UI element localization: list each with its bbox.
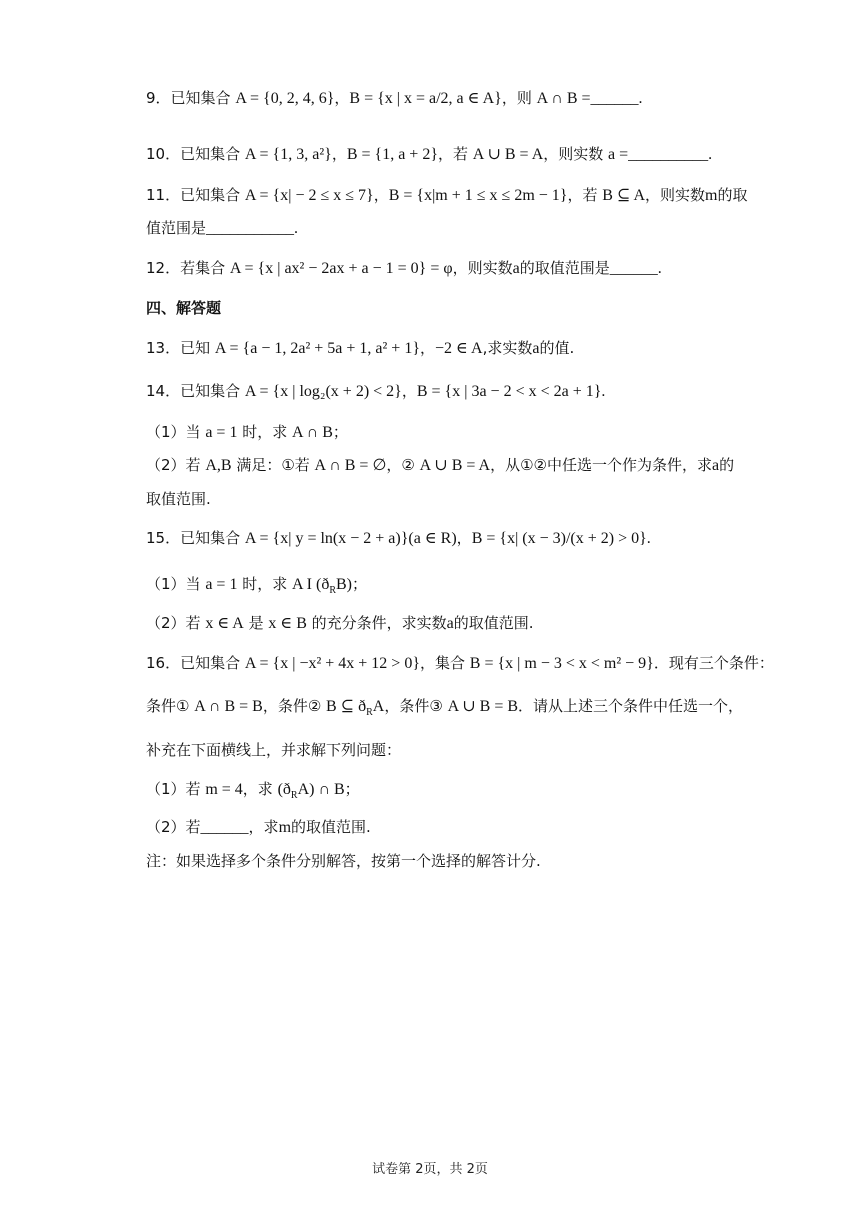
q12-prefix: 12．若集合 — [146, 259, 230, 277]
q16-p2-blank[interactable]: ______ — [200, 819, 249, 836]
q15-set-b: B = {x| (x − 3)/(x + 2) > 0} — [471, 530, 647, 547]
q15-p2-cond-a: x ∈ A — [205, 615, 244, 632]
q16-cond2: B ⊆ ð — [326, 698, 367, 715]
q10-set-a: A = {1, 3, a²} — [244, 146, 332, 163]
q15-sep1: ， — [456, 529, 472, 547]
q13-membership: −2 ∈ A — [435, 340, 483, 357]
q12-var: a — [512, 260, 520, 277]
q13-tail: ,求实数 — [482, 339, 533, 357]
q11-tail: 的取 — [717, 186, 748, 204]
q14-p2-tail: ，从①②中任选一个作为条件，求 — [490, 456, 712, 474]
q13-var: a — [532, 340, 540, 357]
q13-prefix: 13．已知 — [146, 339, 215, 357]
q14-p2-sets: A,B — [205, 457, 232, 474]
q16-p1-prefix: （1）若 — [146, 780, 206, 798]
q16-p2-end: 的取值范围. — [291, 818, 371, 836]
q9-end: . — [638, 90, 643, 107]
q10-union: A ∪ B = A — [472, 146, 544, 163]
q16-p1-sub: R — [290, 790, 298, 801]
q16-p1-end: ； — [344, 780, 360, 798]
q16-cond-tail: ．请从上述三个条件中任选一个， — [518, 697, 744, 715]
q11-sep1: ， — [373, 186, 389, 204]
q11-answer-blank[interactable]: ___________ — [206, 220, 295, 237]
q12-end: . — [657, 260, 662, 277]
question-14-part2-line2 — [146, 490, 720, 508]
question-15 — [146, 529, 720, 548]
q14-p2-line2: 取值范围. — [146, 490, 211, 508]
q9-intersection: A ∩ B = — [536, 90, 591, 107]
q16-p2-mid: ，求 — [248, 818, 279, 836]
q15-p2-cond-b: x ∈ B — [268, 615, 307, 632]
q14-end: . — [601, 383, 606, 400]
question-10 — [146, 145, 720, 164]
question-16-conditions — [146, 697, 744, 719]
q14-p2-prefix: （2）若 — [146, 456, 206, 474]
q11-end: . — [294, 220, 299, 237]
q11-sep2: ，若 — [567, 186, 603, 204]
q14-p1-prefix: （1）当 — [146, 423, 206, 441]
q14-set-a: A = {x | log₂(x + 2) < 2} — [244, 383, 402, 400]
q12-set-a: A = {x | ax² − 2ax + a − 1 = 0} = φ — [229, 260, 453, 277]
q16-set-a: A = {x | −x² + 4x + 12 > 0} — [244, 655, 421, 672]
q9-set-a: A = {0, 2, 4, 6} — [235, 90, 335, 107]
question-11 — [146, 186, 748, 205]
q10-sep1: ， — [331, 145, 347, 163]
q10-sep3: ，则实数 — [543, 145, 609, 163]
q14-set-b: B = {x | 3a − 2 < x < 2a + 1} — [416, 383, 602, 400]
q16-cond3-label: ，条件③ — [384, 697, 448, 715]
q13-end: 的值. — [539, 339, 575, 357]
q10-answer-blank[interactable]: __________ — [628, 146, 709, 163]
q16-p1-target: (ð — [277, 781, 291, 798]
q14-prefix: 14．已知集合 — [146, 382, 245, 400]
q15-p2-prefix: （2）若 — [146, 614, 206, 632]
q14-p2-var: a — [711, 457, 720, 474]
q11-prefix: 11．已知集合 — [146, 186, 245, 204]
q15-p2-mid: 是 — [243, 614, 269, 632]
q16-prefix: 16．已知集合 — [146, 654, 245, 672]
q10-sep2: ，若 — [438, 145, 473, 163]
q14-sep1: ， — [401, 382, 417, 400]
question-14 — [146, 382, 720, 401]
q9-sep2: ，则 — [501, 89, 537, 107]
q12-answer-blank[interactable]: ______ — [609, 260, 658, 277]
question-15-part2 — [146, 614, 720, 633]
question-9 — [146, 89, 720, 108]
q16-cond1: A ∩ B = B — [194, 698, 263, 715]
q15-p1-target-end: B) — [335, 576, 352, 593]
question-15-part1 — [146, 575, 720, 597]
q15-p1-mid: 时，求 — [237, 575, 292, 593]
q14-p2-tail2: 的 — [719, 456, 735, 474]
q9-sep1: ， — [334, 89, 350, 107]
q16-note: 注：如果选择多个条件分别解答，按第一个选择的解答计分. — [146, 852, 541, 870]
q15-p2-tail: 的充分条件，求实数 — [306, 614, 447, 632]
question-14-part1 — [146, 423, 720, 442]
q15-p1-condition: a = 1 — [205, 576, 238, 593]
q13-set-a: A = {a − 1, 2a² + 5a + 1, a² + 1} — [214, 340, 421, 357]
q15-end: . — [646, 530, 651, 547]
q14-p2-mid2: ，② — [386, 456, 420, 474]
q14-p1-condition: a = 1 — [205, 424, 238, 441]
section-heading: 四、解答题 — [146, 299, 222, 317]
q11-subset: B ⊆ A — [602, 187, 646, 204]
q14-p2-cond1: A ∩ B = ∅ — [314, 457, 387, 474]
q16-cond2-end: A — [372, 698, 385, 715]
q11-set-a: A = {x| − 2 ≤ x ≤ 7} — [244, 187, 374, 204]
q16-tail: ．现有三个条件： — [653, 654, 774, 672]
q10-set-b: B = {1, a + 2} — [346, 146, 439, 163]
q14-p2-mid: 满足：①若 — [231, 456, 315, 474]
q11-sep3: ，则实数 — [645, 186, 706, 204]
q16-p1-condition: m = 4 — [205, 781, 243, 798]
q15-p1-target: A I (ð — [291, 576, 330, 593]
q16-cond2-label: ，条件② — [262, 697, 327, 715]
q10-prefix: 10．已知集合 — [146, 145, 245, 163]
q10-end: . — [708, 146, 713, 163]
question-16-note — [146, 852, 720, 870]
q16-p2-var: m — [278, 819, 292, 836]
q9-set-b: B = {x | x = a/2, a ∈ A} — [349, 90, 502, 107]
question-16-part1 — [146, 780, 720, 802]
q13-sep1: ， — [420, 339, 436, 357]
q11-var: m — [705, 187, 718, 204]
page-footer: 试卷第 2页，共 2页 — [372, 1162, 488, 1177]
q9-answer-blank[interactable]: ______ — [590, 90, 639, 107]
question-13 — [146, 339, 720, 358]
q11-set-b: B = {x|m + 1 ≤ x ≤ 2m − 1} — [388, 187, 568, 204]
q15-p1-prefix: （1）当 — [146, 575, 206, 593]
q16-sep1: ，集合 — [420, 654, 470, 672]
q16-cond2-sub: R — [366, 707, 373, 718]
q9-prefix: 9．已知集合 — [146, 89, 236, 107]
q16-line3: 补充在下面横线上，并求解下列问题： — [146, 741, 402, 759]
q11-line2: 值范围是 — [146, 219, 207, 237]
q10-var: a = — [608, 146, 629, 163]
q16-p2-prefix: （2）若 — [146, 818, 201, 836]
q15-prefix: 15．已知集合 — [146, 529, 245, 547]
q12-tail: 的取值范围是 — [519, 259, 610, 277]
q15-p1-end: ； — [351, 575, 367, 593]
q16-cond3: A ∪ B = B — [447, 698, 519, 715]
q14-p1-end: ； — [332, 423, 348, 441]
q16-set-b: B = {x | m − 3 < x < m² − 9} — [469, 655, 654, 672]
q16-p1-mid: ，求 — [242, 780, 278, 798]
q15-p1-sub: R — [329, 585, 336, 596]
question-16 — [146, 654, 774, 673]
q12-sep1: ，则实数 — [452, 259, 513, 277]
q14-p2-cond2: A ∪ B = A — [419, 457, 491, 474]
q15-p2-end: 的取值范围. — [453, 614, 534, 632]
q14-p1-target: A ∩ B — [291, 424, 333, 441]
q15-p2-var: a — [446, 615, 454, 632]
q15-set-a: A = {x| y = ln(x − 2 + a)}(a ∈ R) — [244, 530, 457, 547]
question-14-part2 — [146, 456, 735, 475]
q16-p1-target-end: A) ∩ B — [297, 781, 345, 798]
question-16-part2 — [146, 818, 720, 837]
q14-p1-mid: 时，求 — [237, 423, 292, 441]
q16-cond1-label: 条件① — [146, 697, 195, 715]
question-11-line2 — [146, 219, 720, 238]
question-16-line3 — [146, 741, 720, 759]
question-12 — [146, 259, 720, 278]
